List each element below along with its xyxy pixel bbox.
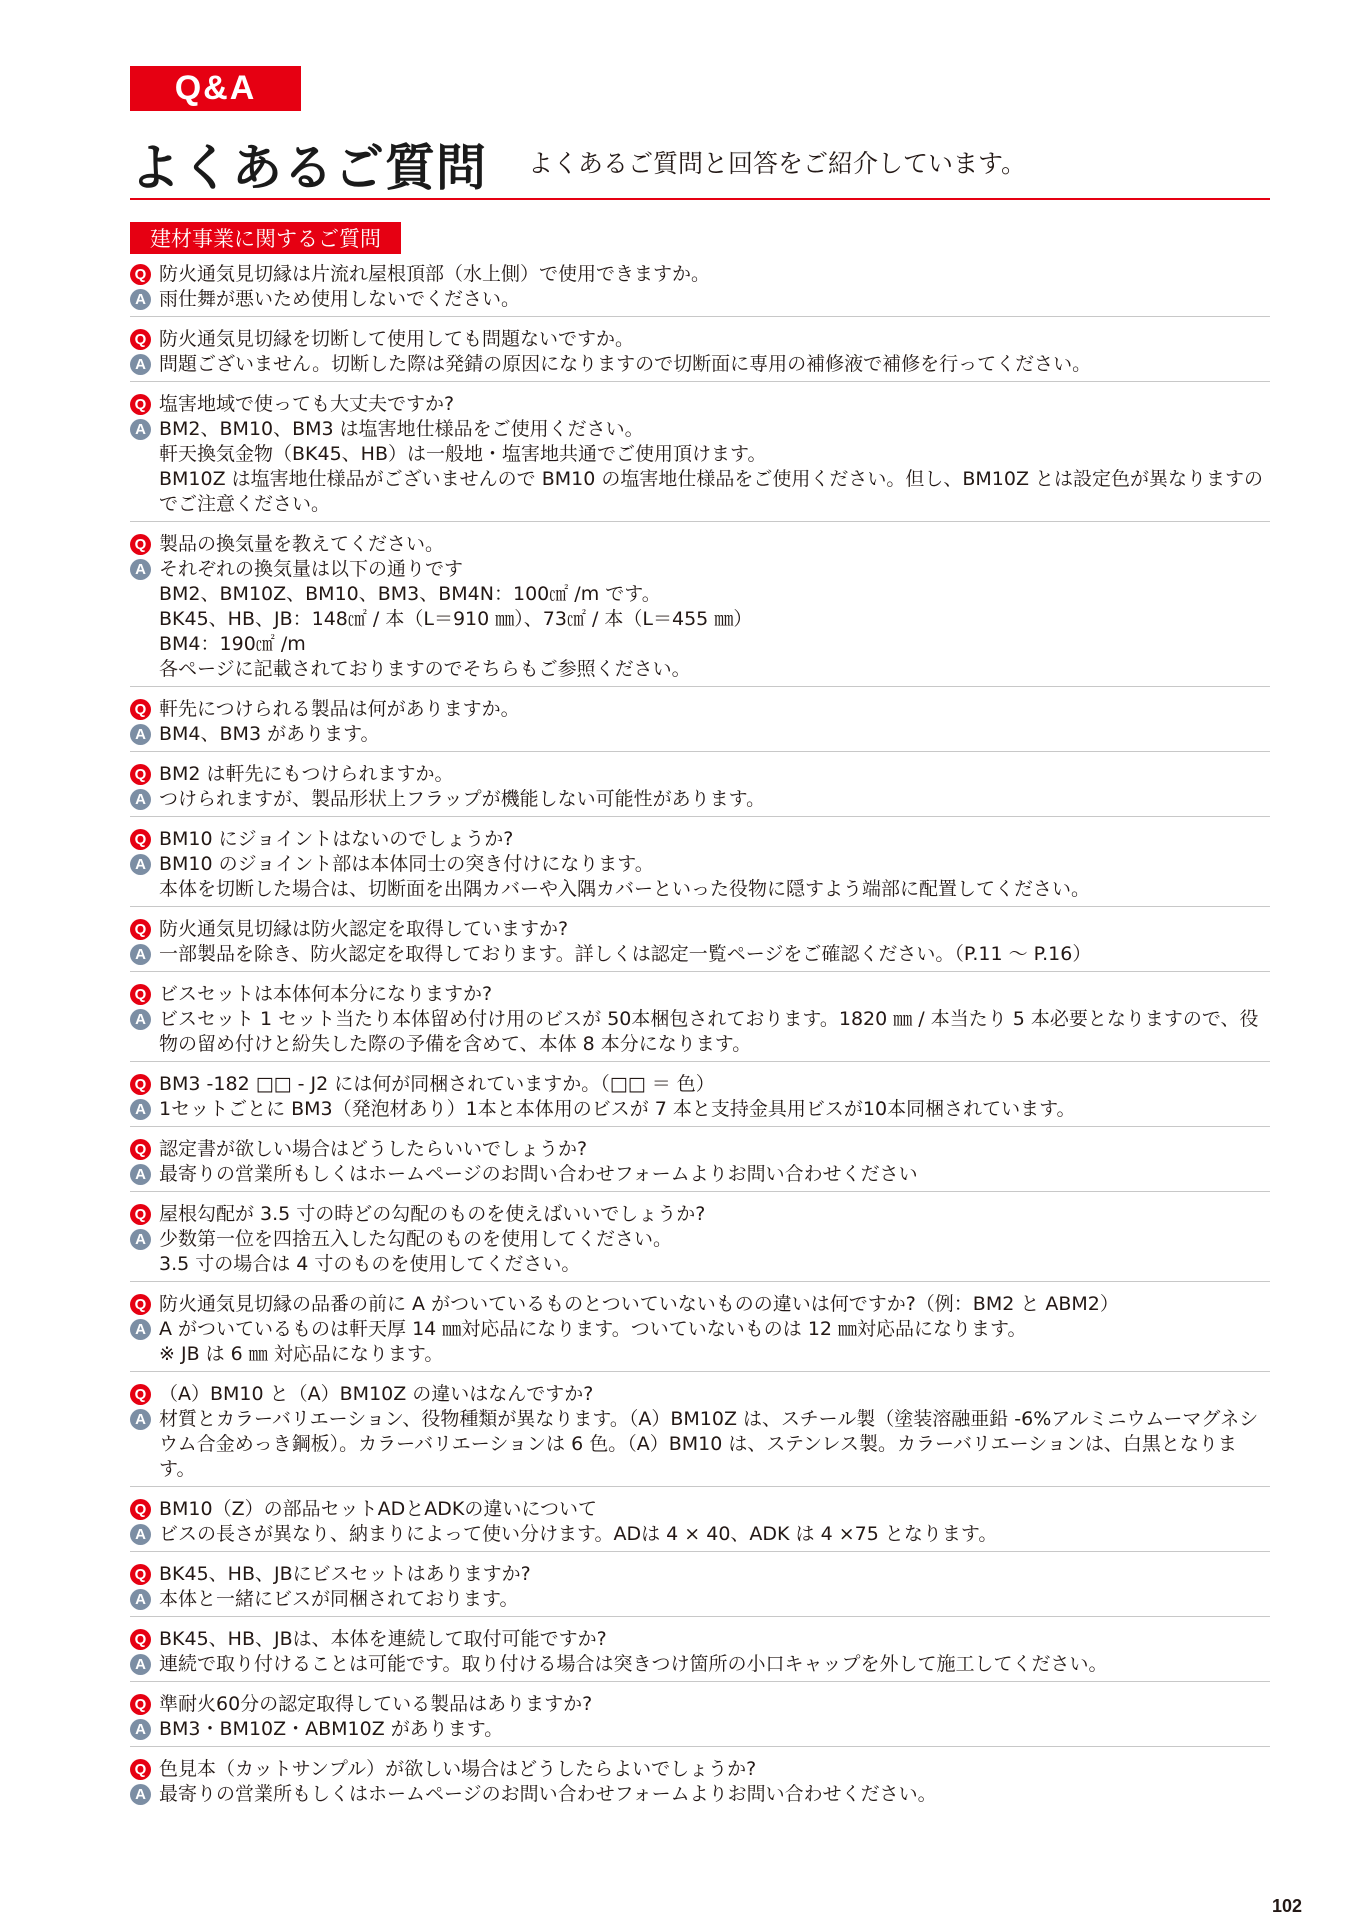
question-badge-icon: Q (130, 919, 151, 940)
answer-line (130, 1717, 1270, 1742)
qa-item (130, 1627, 1270, 1682)
question-badge-icon: Q (130, 1759, 151, 1780)
qa-item (130, 1562, 1270, 1617)
question-line (130, 1137, 1270, 1162)
answer-line (130, 1317, 1270, 1367)
qa-item (130, 1692, 1270, 1747)
question-text: BM2 は軒先にもつけられますか。 (159, 763, 454, 785)
question-line (130, 262, 1270, 287)
question-text: 防火通気見切縁の品番の前に A がついているものとついていないものの違いは何ですか?（例：BM2 と ABM2） (159, 1293, 1119, 1315)
answer-text: A がついているものは軒天厚 14 ㎜対応品になります。ついていないものは 12 ㎜対応品になります。 ※ JB は 6 ㎜ 対応品になります。 (159, 1318, 1027, 1365)
answer-text: 本体と一緒にビスが同梱されております。 (159, 1588, 519, 1610)
answer-badge-icon: A (130, 289, 151, 310)
page-title: よくあるご質問 (130, 139, 487, 197)
answer-badge-icon: A (130, 1654, 151, 1675)
answer-text: ビスの長さが異なり、納まりによって使い分けます。ADは 4 × 40、ADK は 4 ×75 となります。 (159, 1523, 998, 1545)
qa-item (130, 1072, 1270, 1127)
answer-line (130, 1097, 1270, 1122)
answer-text: BM10 のジョイント部は本体同士の突き付けになります。 本体を切断した場合は、切断面を出隅カバーや入隅カバーといった役物に隠すよう端部に配置してください。 (159, 853, 1091, 900)
question-badge-icon: Q (130, 1694, 151, 1715)
question-line (130, 762, 1270, 787)
question-badge-icon: Q (130, 829, 151, 850)
answer-badge-icon: A (130, 1589, 151, 1610)
question-badge-icon: Q (130, 1499, 151, 1520)
question-badge-icon: Q (130, 1139, 151, 1160)
answer-line (130, 1587, 1270, 1612)
answer-badge-icon: A (130, 559, 151, 580)
answer-badge-icon: A (130, 1229, 151, 1250)
question-line (130, 697, 1270, 722)
answer-line (130, 1162, 1270, 1187)
question-text: 屋根勾配が 3.5 寸の時どの勾配のものを使えばいいでしょうか? (159, 1203, 706, 1225)
answer-text: 雨仕舞が悪いため使用しないでください。 (159, 288, 521, 310)
answer-line (130, 557, 1270, 682)
qa-item (130, 697, 1270, 752)
answer-badge-icon: A (130, 1409, 151, 1430)
qa-item (130, 1497, 1270, 1552)
question-line (130, 1562, 1270, 1587)
question-badge-icon: Q (130, 264, 151, 285)
answer-line (130, 942, 1270, 967)
question-text: BM10 にジョイントはないのでしょうか? (159, 828, 514, 850)
question-badge-icon: Q (130, 1384, 151, 1405)
qa-item (130, 1292, 1270, 1372)
answer-text: 材質とカラーバリエーション、役物種類が異なります。（A）BM10Z は、スチール製（塗装溶融亜鉛 -6%アルミニウムーマグネシウム合金めっき鋼板）。カラーバリエーションは 6 色。（A）BM10 は、ステンレス製。カラーバリエーションは、白黒となります。 (159, 1408, 1259, 1480)
answer-text: 最寄りの営業所もしくはホームページのお問い合わせフォームよりお問い合わせください (159, 1163, 918, 1185)
question-badge-icon: Q (130, 1294, 151, 1315)
question-line (130, 827, 1270, 852)
qa-item (130, 532, 1270, 687)
page-subtitle: よくあるご質問と回答をご紹介しています。 (528, 149, 1027, 178)
answer-text: つけられますが、製品形状上フラップが機能しない可能性があります。 (159, 788, 766, 810)
question-text: 防火通気見切縁は防火認定を取得していますか? (159, 918, 569, 940)
answer-text: 一部製品を除き、防火認定を取得しております。詳しくは認定一覧ページをご確認ください。（P.11 ～ P.16） (159, 943, 1092, 965)
answer-line (130, 352, 1270, 377)
answer-text: 連続で取り付けることは可能です。取り付ける場合は突きつけ箇所の小口キャップを外して施工してください。 (159, 1653, 1108, 1675)
answer-badge-icon: A (130, 1784, 151, 1805)
question-text: BK45、HB、JBにビスセットはありますか? (159, 1563, 531, 1585)
question-line (130, 1757, 1270, 1782)
answer-badge-icon: A (130, 354, 151, 375)
question-text: ビスセットは本体何本分になりますか? (159, 983, 493, 1005)
answer-text: 問題ございません。切断した際は発錆の原因になりますので切断面に専用の補修液で補修を行ってください。 (159, 353, 1092, 375)
question-line (130, 1497, 1270, 1522)
answer-text: BM2、BM10、BM3 は塩害地仕様品をご使用ください。 軒天換気金物（BK45、HB）は一般地・塩害地共通でご使用頂けます。 BM10Z は塩害地仕様品がございませんので BM10 の塩害地仕様品をご使用ください。但し、BM10Z とは設定色が異なりますのでご注意ください。 (159, 418, 1264, 515)
answer-text: ビスセット 1 セット当たり本体留め付け用のビスが 50本梱包されております。1820 ㎜ / 本当たり 5 本必要となりますので、役物の留め付けと紛失した際の予備を含めて、本体 8 本分になります。 (159, 1008, 1259, 1055)
answer-line (130, 852, 1270, 902)
qa-tag: Q&A (130, 66, 301, 111)
answer-badge-icon: A (130, 789, 151, 810)
qa-list (130, 262, 1270, 1821)
question-badge-icon: Q (130, 699, 151, 720)
question-badge-icon: Q (130, 984, 151, 1005)
question-line (130, 917, 1270, 942)
question-text: 防火通気見切縁を切断して使用しても問題ないですか。 (159, 328, 635, 350)
question-text: 防火通気見切縁は片流れ屋根頂部（水上側）で使用できますか。 (159, 263, 711, 285)
qa-item (130, 1757, 1270, 1811)
question-text: 色見本（カットサンプル）が欲しい場合はどうしたらよいでしょうか? (159, 1758, 757, 1780)
question-line (130, 1382, 1270, 1407)
qa-item (130, 327, 1270, 382)
qa-item (130, 1137, 1270, 1192)
section-heading: 建材事業に関するご質問 (130, 222, 401, 254)
question-line (130, 1692, 1270, 1717)
answer-line (130, 1652, 1270, 1677)
qa-item (130, 1382, 1270, 1487)
answer-text: BM4、BM3 があります。 (159, 723, 380, 745)
question-badge-icon: Q (130, 1629, 151, 1650)
qa-item (130, 982, 1270, 1062)
question-line (130, 1627, 1270, 1652)
question-line (130, 1072, 1270, 1097)
question-text: 認定書が欲しい場合はどうしたらいいでしょうか? (159, 1138, 588, 1160)
question-text: 塩害地域で使っても大丈夫ですか? (159, 393, 455, 415)
answer-line (130, 1522, 1270, 1547)
question-badge-icon: Q (130, 1204, 151, 1225)
answer-line (130, 1007, 1270, 1057)
qa-item (130, 262, 1270, 317)
question-badge-icon: Q (130, 329, 151, 350)
answer-badge-icon: A (130, 1164, 151, 1185)
question-line (130, 982, 1270, 1007)
question-badge-icon: Q (130, 394, 151, 415)
answer-badge-icon: A (130, 944, 151, 965)
answer-text: BM3・BM10Z・ABM10Z があります。 (159, 1718, 504, 1740)
qa-item (130, 827, 1270, 907)
question-line (130, 1202, 1270, 1227)
title-divider (130, 198, 1270, 200)
qa-item (130, 1202, 1270, 1282)
question-badge-icon: Q (130, 764, 151, 785)
question-text: 準耐火60分の認定取得している製品はありますか? (159, 1693, 593, 1715)
answer-line (130, 417, 1270, 517)
answer-line (130, 287, 1270, 312)
question-text: （A）BM10 と（A）BM10Z の違いはなんですか? (159, 1383, 594, 1405)
question-line (130, 327, 1270, 352)
page-number: 102 (1272, 1896, 1303, 1916)
qa-item (130, 762, 1270, 817)
question-text: 軒先につけられる製品は何がありますか。 (159, 698, 520, 720)
question-text: BM3 -182 □□ - J2 には何が同梱されていますか。（□□ ＝ 色） (159, 1073, 715, 1095)
answer-line (130, 1227, 1270, 1277)
question-line (130, 1292, 1270, 1317)
answer-text: 1セットごとに BM3（発泡材あり）1本と本体用のビスが 7 本と支持金具用ビスが10本同梱されています。 (159, 1098, 1076, 1120)
answer-badge-icon: A (130, 1719, 151, 1740)
question-badge-icon: Q (130, 534, 151, 555)
qa-item (130, 917, 1270, 972)
answer-text: それぞれの換気量は以下の通りです BM2、BM10Z、BM10、BM3、BM4N：100㎠ /m です。 BK45、HB、JB：148㎠ / 本（L＝910 ㎜）、73㎠ / 本（L＝455 ㎜） BM4：190㎠ /m 各ページに記載されておりますのでそちらもご参照ください。 (159, 558, 753, 680)
question-badge-icon: Q (130, 1074, 151, 1095)
answer-badge-icon: A (130, 1099, 151, 1120)
answer-line (130, 1407, 1270, 1482)
answer-badge-icon: A (130, 1009, 151, 1030)
answer-line (130, 722, 1270, 747)
answer-line (130, 1782, 1270, 1807)
answer-line (130, 787, 1270, 812)
question-badge-icon: Q (130, 1564, 151, 1585)
answer-badge-icon: A (130, 724, 151, 745)
answer-badge-icon: A (130, 1524, 151, 1545)
answer-badge-icon: A (130, 419, 151, 440)
qa-item (130, 392, 1270, 522)
question-line (130, 532, 1270, 557)
answer-text: 少数第一位を四捨五入した勾配のものを使用してください。 3.5 寸の場合は 4 寸のものを使用してください。 (159, 1228, 673, 1275)
question-line (130, 392, 1270, 417)
answer-text: 最寄りの営業所もしくはホームページのお問い合わせフォームよりお問い合わせください。 (159, 1783, 937, 1805)
question-text: 製品の換気量を教えてください。 (159, 533, 445, 555)
question-text: BK45、HB、JBは、本体を連続して取付可能ですか? (159, 1628, 607, 1650)
question-text: BM10（Z）の部品セットADとADKの違いについて (159, 1498, 597, 1520)
answer-badge-icon: A (130, 854, 151, 875)
answer-badge-icon: A (130, 1319, 151, 1340)
